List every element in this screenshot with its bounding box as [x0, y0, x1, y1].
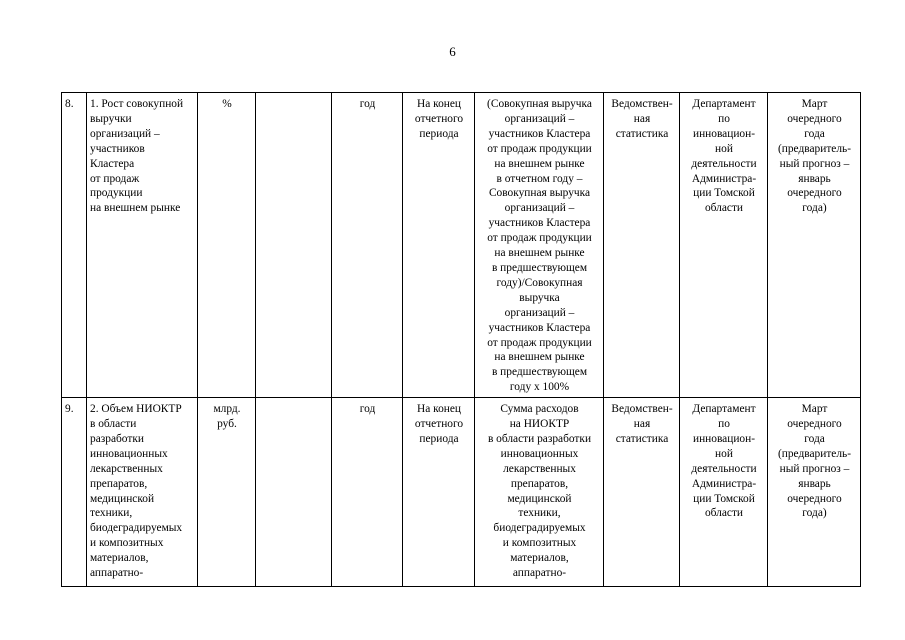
cell-time [403, 93, 475, 398]
cell-formula-line: в предшествующем [491, 261, 588, 274]
cell-formula-line: техники, [518, 507, 561, 520]
cell-formula [475, 93, 604, 398]
cell-indicator-name-line: материалов, [90, 552, 149, 565]
cell-time-line: отчетного [414, 112, 464, 125]
cell-time-line: периода [419, 127, 459, 140]
cell-indicator-name-line: в области [90, 418, 137, 431]
cell-formula-line: лекарственных [503, 462, 576, 475]
cell-source-line: ная [633, 418, 651, 431]
cell-formula-line: организаций – [504, 202, 575, 215]
page-number: 6 [449, 44, 456, 59]
cell-formula-line: (Совокупная выручка [487, 98, 592, 110]
cell-formula [475, 398, 604, 587]
cell-formula-line: аппаратно- [512, 567, 567, 580]
cell-deadline-line: очередного [787, 187, 842, 200]
cell-responsible-line: деятельности [691, 157, 757, 170]
cell-indicator-name [87, 93, 198, 398]
cell-formula-line: выручка [519, 291, 560, 304]
cell-deadline-line: года) [802, 507, 827, 520]
cell-responsible-line: ной [715, 142, 733, 155]
cell-deadline-line: ный прогноз – [779, 462, 850, 475]
cell-indicator-name-line: на внешнем рынке [90, 202, 181, 215]
cell-indicator-name-line: организаций – [90, 127, 160, 140]
cell-responsible-line: Администра- [691, 477, 757, 490]
cell-formula-line: году)/Совокупная [496, 276, 583, 289]
cell-formula-line: инновационных [500, 447, 579, 460]
cell-periodicity: год [332, 398, 403, 587]
cell-unit-line: руб. [217, 418, 237, 431]
cell-responsible-line: Департамент [692, 98, 756, 110]
cell-deadline-line: Март [801, 403, 828, 416]
cell-responsible-line: по [718, 418, 730, 431]
cell-indicator-name [87, 398, 198, 587]
cell-deadline-line: январь [798, 477, 831, 490]
cell-deadline-line: очередного [787, 112, 842, 125]
cell-formula-line: от продаж продукции [487, 232, 592, 245]
cell-formula-line: организаций – [504, 112, 575, 125]
cell-responsible-line: ции Томской [693, 492, 755, 505]
cell-indicator-name-line: 2. Объем НИОКТР [90, 403, 182, 416]
cell-formula-line: в отчетном году – [496, 172, 583, 185]
cell-responsible-line: ции Томской [693, 187, 755, 200]
cell-indicator-name-line: участников [90, 142, 145, 155]
cell-time [403, 398, 475, 587]
cell-formula-line: и композитных [502, 537, 577, 550]
cell-indicator-name-line: выручки [90, 112, 132, 125]
cell-formula-line: Совокупная выручка [488, 187, 591, 200]
cell-deadline-line: январь [798, 172, 831, 185]
cell-formula-line: медицинской [507, 492, 572, 505]
cell-source-line: Ведомствен- [611, 98, 673, 110]
cell-source-line: статистика [615, 432, 669, 445]
cell-deadline-line: (предваритель- [777, 142, 852, 155]
cell-formula-line: от продаж продукции [487, 336, 592, 349]
cell-unit [198, 93, 256, 398]
cell-formula-line: препаратов, [510, 477, 569, 490]
cell-indicator-name-line: разработки [90, 432, 144, 445]
cell-deadline [768, 93, 861, 398]
cell-source-line: статистика [615, 127, 669, 140]
cell-formula-line: участников Кластера [488, 321, 591, 334]
cell-indicator-name-line: биодеградируемых [90, 522, 183, 535]
cell-indicator-name-line: техники, [90, 507, 133, 520]
cell-responsible [680, 93, 768, 398]
cell-formula-line: на внешнем рынке [494, 351, 585, 364]
table-row [62, 398, 861, 587]
cell-source-line: ная [633, 112, 651, 125]
cell-indicator-name-line: и композитных [90, 537, 164, 550]
cell-deadline-line: года) [802, 202, 827, 215]
cell-deadline-line: года [804, 432, 825, 445]
cell-deadline-line: (предваритель- [777, 447, 852, 460]
cell-formula-line: в предшествующем [491, 366, 588, 379]
cell-time-line: На конец [416, 403, 462, 416]
cell-empty [256, 93, 332, 398]
cell-indicator-name-line: лекарственных [90, 462, 163, 475]
cell-unit [198, 398, 256, 587]
cell-formula-line: на НИОКТР [509, 418, 570, 431]
indicators-table [61, 92, 861, 587]
cell-unit-line: % [222, 98, 232, 110]
cell-deadline-line: очередного [787, 418, 842, 431]
cell-responsible-line: инновацион- [692, 127, 756, 140]
cell-formula-line: на внешнем рынке [494, 157, 585, 170]
cell-indicator-name-line: 1. Рост совокупной [90, 98, 184, 110]
cell-responsible-line: области [704, 202, 744, 215]
table-row [62, 93, 861, 398]
cell-responsible-line: области [704, 507, 744, 520]
cell-formula-line: биодеградируемых [493, 522, 586, 535]
cell-formula-line: от продаж продукции [487, 142, 592, 155]
cell-responsible-line: по [718, 112, 730, 125]
cell-number: 8. [62, 93, 87, 398]
cell-empty [256, 398, 332, 587]
cell-source [604, 398, 680, 587]
cell-source-line: Ведомствен- [611, 403, 673, 416]
cell-responsible [680, 398, 768, 587]
cell-responsible-line: Департамент [692, 403, 756, 416]
cell-formula-line: Сумма расходов [500, 403, 579, 416]
cell-formula-line: году х 100% [509, 381, 570, 394]
cell-deadline [768, 398, 861, 587]
cell-formula-line: организаций – [504, 306, 575, 319]
cell-indicator-name-line: от продаж [90, 172, 140, 185]
cell-responsible-line: Администра- [691, 172, 757, 185]
cell-time-line: периода [419, 432, 459, 445]
cell-formula-line: в области разработки [487, 432, 592, 445]
cell-responsible-line: инновацион- [692, 432, 756, 445]
cell-responsible-line: ной [715, 447, 733, 460]
cell-unit-line: млрд. [213, 403, 241, 416]
cell-deadline-line: года [804, 127, 825, 140]
cell-indicator-name-line: препаратов, [90, 477, 148, 490]
cell-responsible-line: деятельности [691, 462, 757, 475]
cell-indicator-name-line: инновационных [90, 447, 168, 460]
cell-indicator-name-line: продукции [90, 187, 143, 200]
cell-periodicity: год [332, 93, 403, 398]
cell-formula-line: материалов, [510, 552, 569, 565]
cell-indicator-name-line: аппаратно- [90, 567, 144, 580]
cell-formula-line: участников Кластера [488, 127, 591, 140]
cell-formula-line: участников Кластера [488, 217, 591, 230]
cell-deadline-line: Март [801, 98, 828, 110]
cell-time-line: отчетного [414, 418, 464, 431]
cell-indicator-name-line: медицинской [90, 492, 155, 505]
cell-source [604, 93, 680, 398]
cell-indicator-name-line: Кластера [90, 157, 135, 170]
table-body [62, 93, 861, 587]
cell-number: 9. [62, 398, 87, 587]
cell-time-line: На конец [416, 98, 462, 110]
cell-deadline-line: очередного [787, 492, 842, 505]
cell-deadline-line: ный прогноз – [779, 157, 850, 170]
cell-formula-line: на внешнем рынке [494, 247, 585, 260]
